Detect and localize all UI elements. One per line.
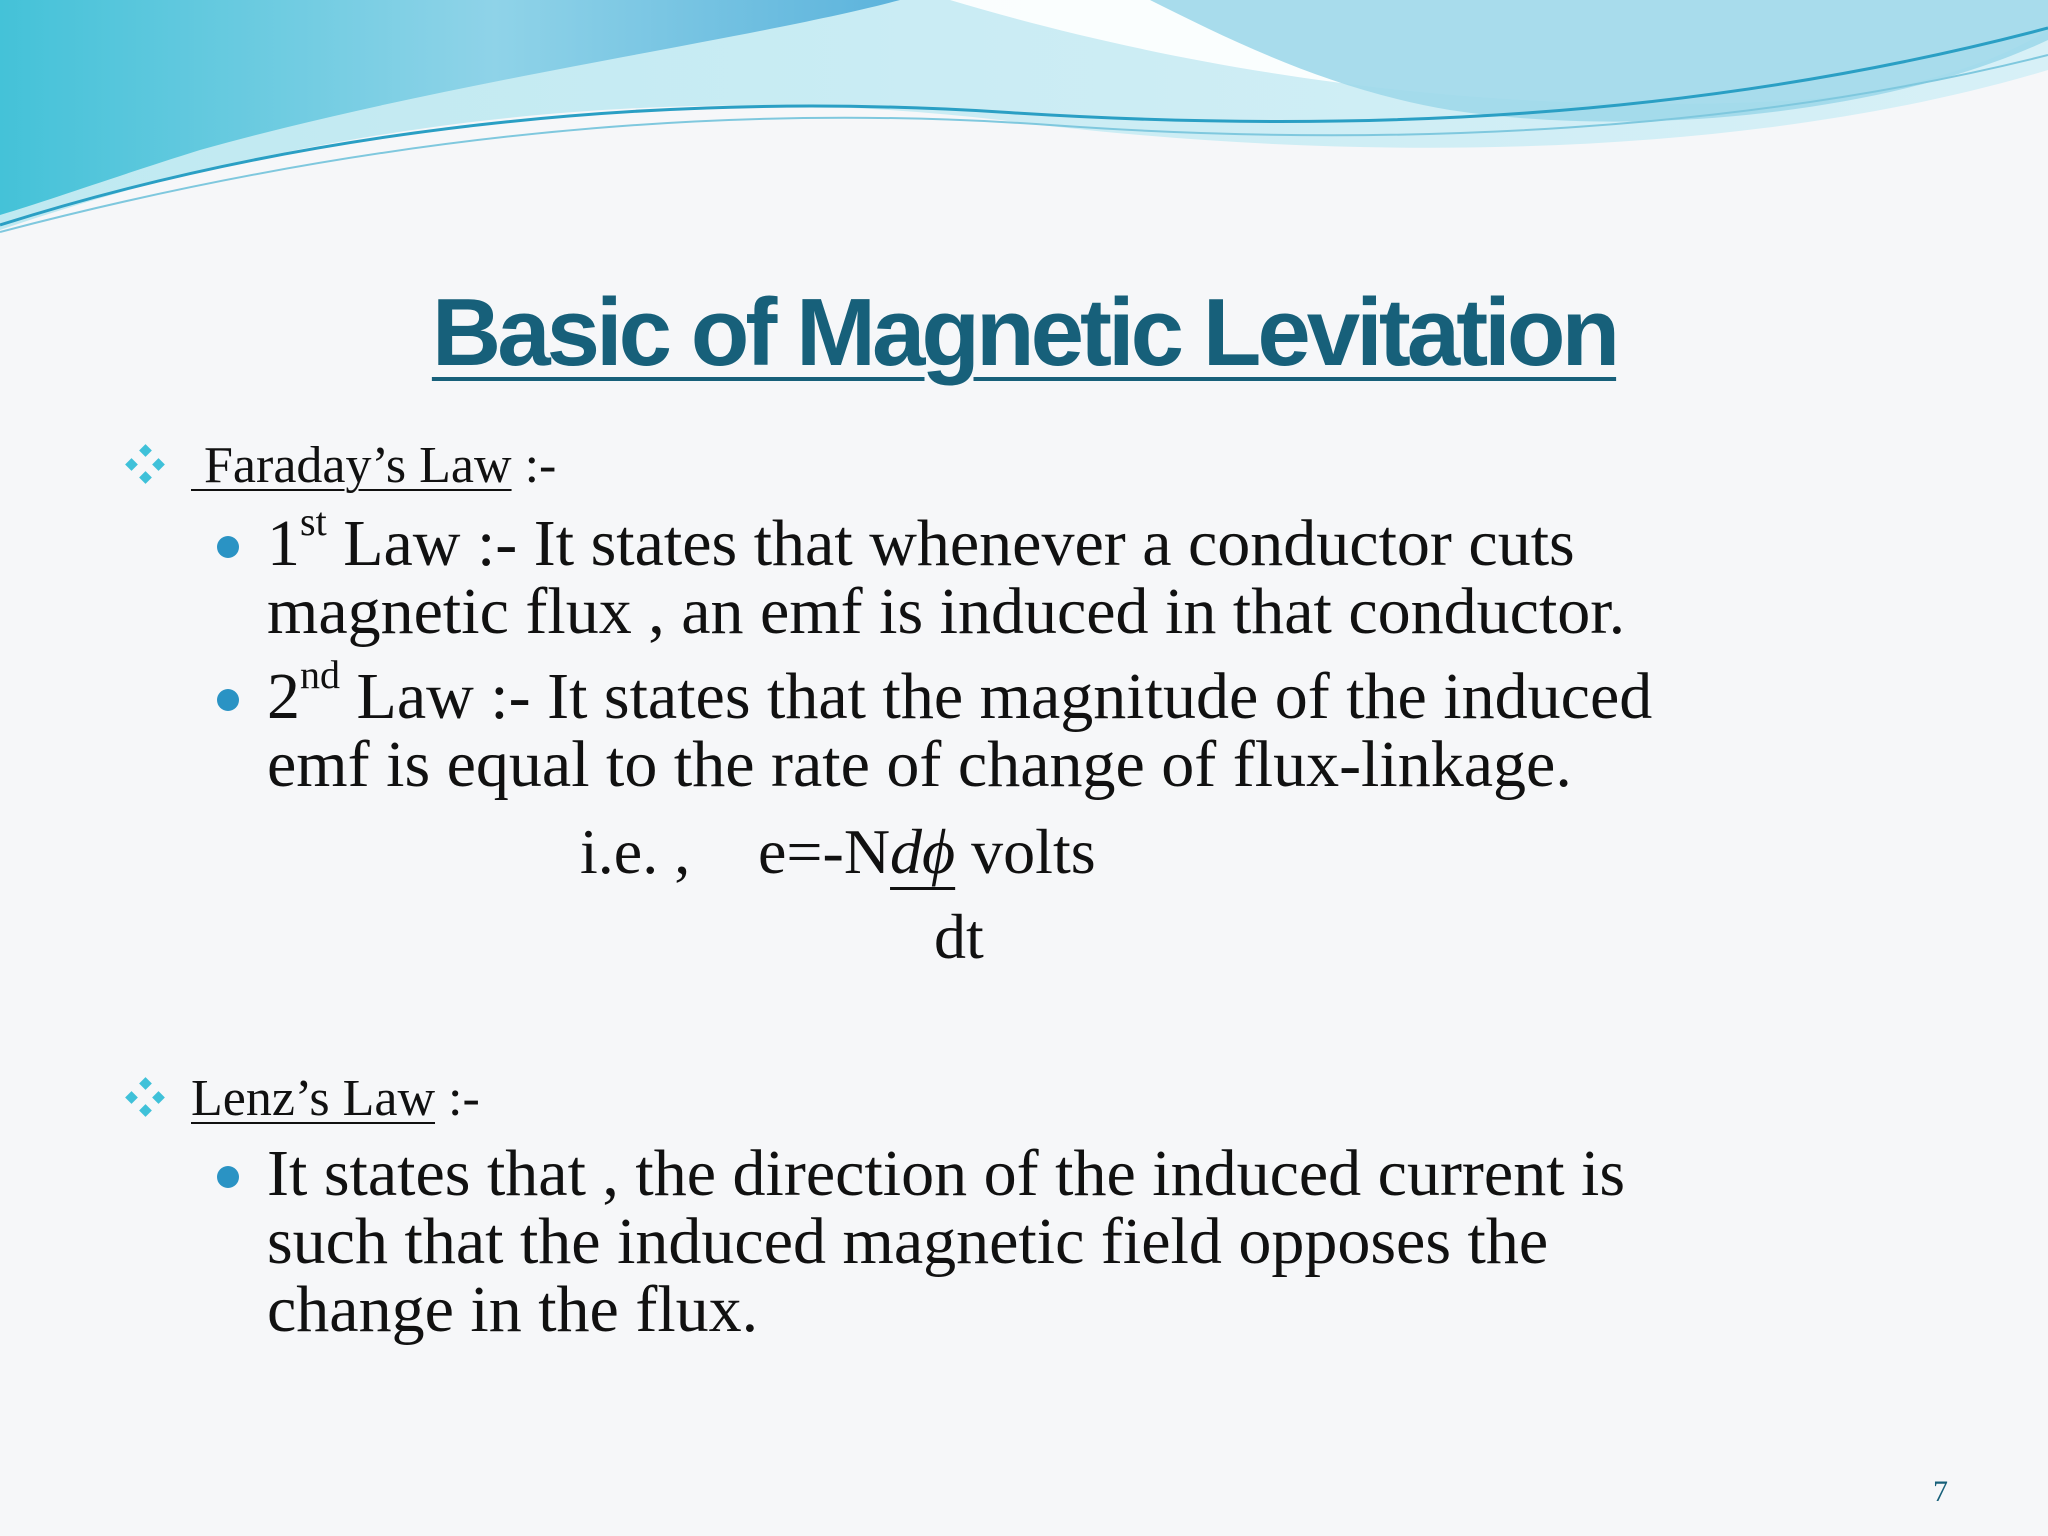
bullet-dot-icon [217,536,239,558]
lenz-line3: change in the flux. [267,1273,759,1346]
faraday-heading-suffix: :- [511,437,557,494]
lenz-line2: such that the induced magnetic field opposes the [267,1205,1549,1278]
slide-title [0,279,2048,386]
faraday-heading [125,437,557,494]
diamond-bullet-icon [125,444,165,484]
faraday-second-law [267,652,1653,801]
formula-denominator: dt [934,901,984,972]
formula-numerator: dϕ [890,816,956,887]
lenz-heading [125,1070,480,1127]
bullet-dot-icon [217,689,239,711]
wave-banner [0,0,2048,240]
first-law-line1: 1st Law :- It states that whenever a conductor cuts [267,499,1575,580]
lenz-heading-label: Lenz’s Law [191,1070,436,1127]
formula-expression [758,816,1096,887]
formula-unit: volts [955,816,1096,887]
second-law-line1: 2nd Law :- It states that the magnitude of the induced [267,652,1653,733]
formula-ie: i.e. , [580,816,691,887]
page-number: 7 [1933,1475,1948,1508]
diamond-bullet-icon [125,1077,165,1117]
bullet-dot-icon [217,1166,239,1188]
faraday-first-law [267,499,1626,648]
lenz-statement [267,1137,1626,1346]
faraday-heading-label: Faraday’s Law [191,437,512,494]
lenz-heading-suffix: :- [435,1070,480,1127]
first-law-line2: magnetic flux , an emf is induced in that conductor. [267,575,1626,648]
formula-lhs: e=-N [758,816,891,887]
slide-title-text: Basic of Magnetic Levitation [431,279,1617,386]
second-law-line2: emf is equal to the rate of change of flux-linkage. [267,728,1572,801]
lenz-line1: It states that , the direction of the induced current is [267,1137,1626,1210]
